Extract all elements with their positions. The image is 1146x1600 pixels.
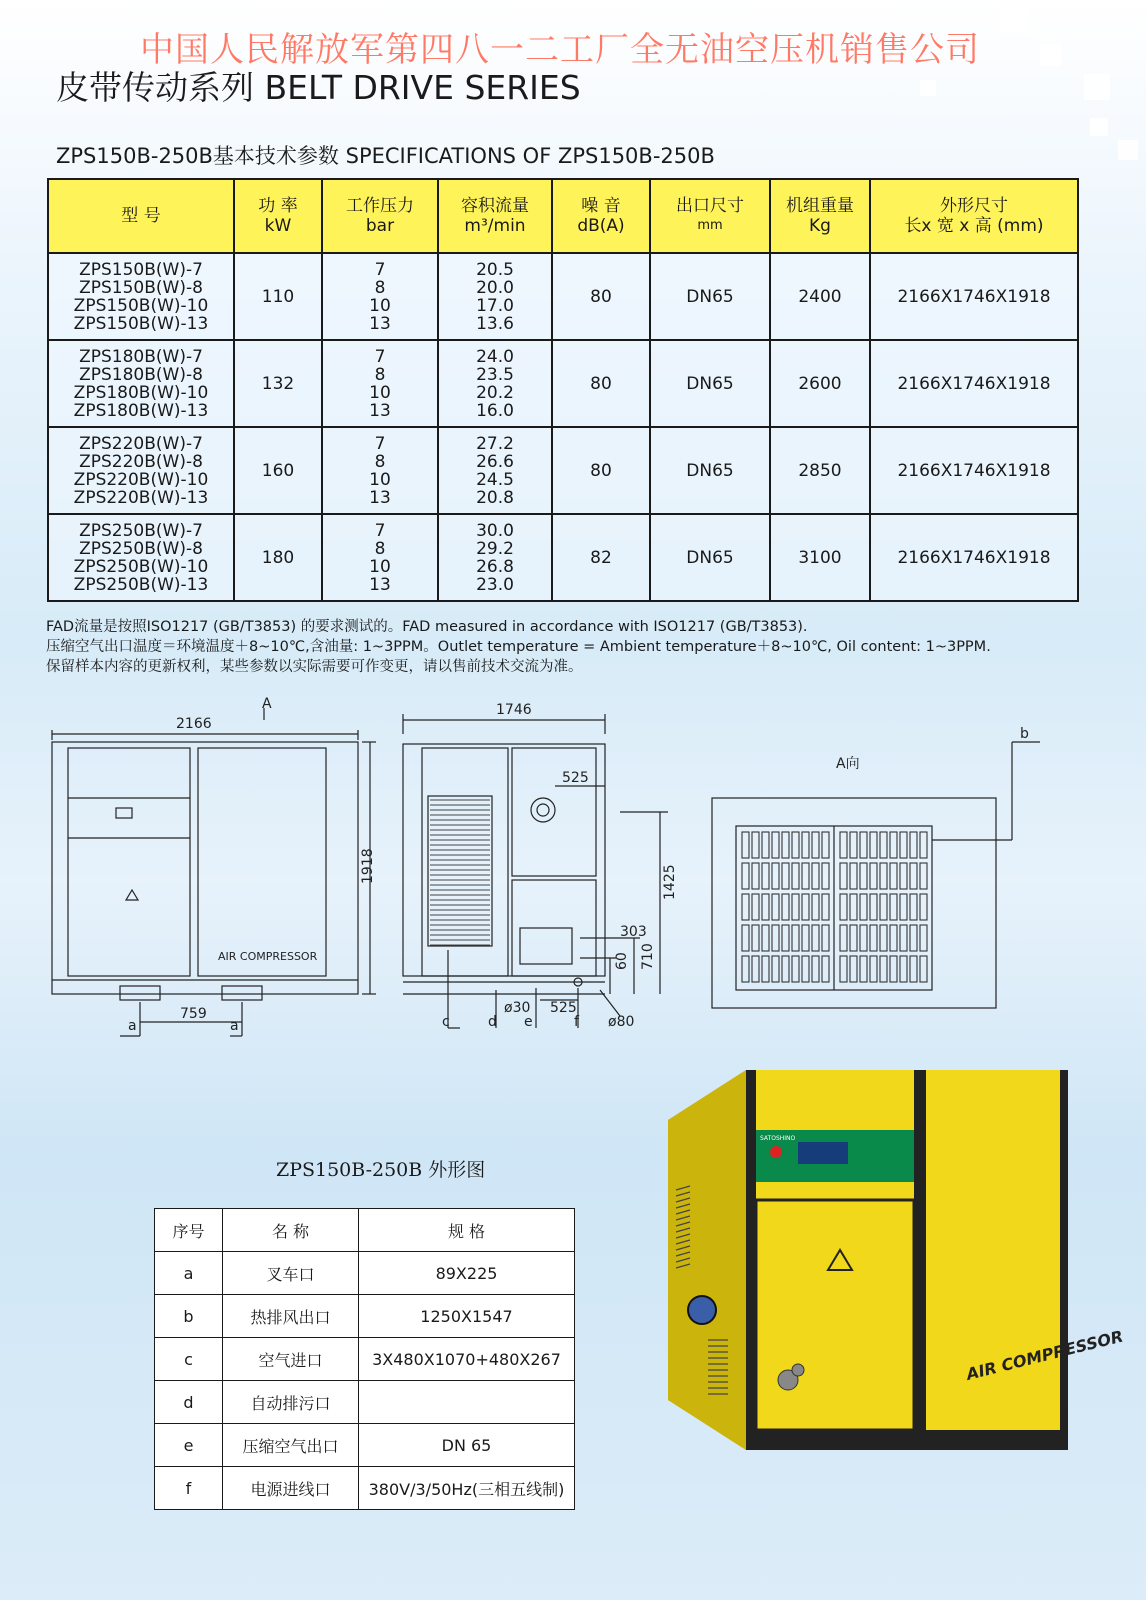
panel-brand: SATOSHINO (760, 1135, 796, 1142)
view-arrow-label: A (262, 696, 272, 712)
col-header-unit: mm (697, 218, 723, 233)
dim-label: 60 (614, 952, 630, 970)
parts-table (154, 1208, 575, 1510)
cell-models (48, 427, 234, 514)
cell-flow-value: 16.0 (476, 400, 514, 421)
cell-outlet: DN65 (650, 340, 770, 427)
col-header-unit: m³/min (464, 216, 526, 236)
cell-models-value: ZPS250B(W)-8 (79, 538, 203, 559)
outline-drawings (0, 690, 1146, 1060)
cell-flow (438, 340, 552, 427)
parts-row (155, 1252, 575, 1295)
cell-models (48, 514, 234, 601)
dim-height-label: 1918 (360, 848, 376, 884)
cell-models-value: ZPS250B(W)-10 (73, 556, 209, 577)
cell-noise: 82 (552, 514, 650, 601)
cell-pressure-value: 8 (374, 538, 386, 559)
company-banner: 中国人民解放军第四八一二工厂全无油空压机销售公司 (140, 30, 980, 70)
cell-pressure-value: 10 (369, 556, 391, 577)
machine-side (668, 1070, 746, 1450)
parts-spec: 3X480X1070+480X267 (359, 1338, 575, 1381)
cell-flow-value: 17.0 (476, 295, 514, 316)
cell-pressure-value: 13 (369, 574, 391, 595)
spec-table-title: ZPS150B-250B基本技术参数 SPECIFICATIONS OF ZPS150B-250B (56, 144, 715, 168)
col-header-unit: 长x 宽 x 高 (mm) (904, 216, 1044, 236)
note-line: 保留样本内容的更新权利，某些参数以实际需要可作变更，请以售前技术交流为准。 (46, 659, 583, 675)
cell-power: 110 (234, 253, 322, 340)
cell-models-value: ZPS180B(W)-7 (79, 346, 203, 367)
callout-a: a (128, 1018, 137, 1034)
cell-weight: 2850 (770, 427, 870, 514)
spec-row-group (48, 514, 1078, 601)
col-header-unit: dB(A) (577, 216, 625, 236)
notes (46, 617, 1086, 677)
cell-pressure-value: 8 (374, 277, 386, 298)
cell-models-value: ZPS220B(W)-8 (79, 451, 203, 472)
parts-header-row (155, 1209, 575, 1252)
dim-label: 710 (640, 943, 656, 970)
decor-square (1084, 74, 1110, 100)
col-header-outlet (650, 179, 770, 253)
parts-spec (359, 1381, 575, 1424)
cell-models-value: ZPS180B(W)-13 (73, 400, 209, 421)
col-header-noise (552, 179, 650, 253)
spec-header-row (48, 179, 1078, 253)
cell-dims: 2166X1746X1918 (870, 340, 1078, 427)
cell-flow (438, 253, 552, 340)
spec-row-group (48, 427, 1078, 514)
parts-name: 叉车口 (223, 1252, 359, 1295)
col-header-dimensions (870, 179, 1078, 253)
cell-pressure-value: 7 (374, 433, 386, 454)
parts-header-no: 序号 (155, 1209, 223, 1252)
spec-row-group (48, 253, 1078, 340)
cell-models (48, 253, 234, 340)
parts-name: 电源进线口 (223, 1467, 359, 1510)
parts-table-title: ZPS150B-250B 外形图 (276, 1159, 486, 1181)
cell-noise: 80 (552, 253, 650, 340)
cell-flow (438, 514, 552, 601)
dim-label: 303 (620, 924, 647, 940)
cell-weight: 2600 (770, 340, 870, 427)
cell-pressure (322, 253, 438, 340)
cell-pressure-value: 10 (369, 382, 391, 403)
cell-flow-value: 29.2 (476, 538, 514, 559)
spec-row-group (48, 340, 1078, 427)
cell-pressure-value: 7 (374, 346, 386, 367)
note-line: FAD流量是按照ISO1217 (GB/T3853) 的要求测试的。FAD measured in accordance with ISO1217 (GB/T3853). (46, 619, 808, 635)
parts-no: e (155, 1424, 223, 1467)
decor-square (1118, 140, 1138, 160)
display-screen (798, 1142, 848, 1164)
cell-models-value: ZPS150B(W)-10 (73, 295, 209, 316)
spec-table (47, 178, 1079, 602)
callout-a: a (230, 1018, 239, 1034)
cell-outlet: DN65 (650, 427, 770, 514)
page-title: 皮带传动系列 BELT DRIVE SERIES (56, 68, 581, 107)
cell-noise: 80 (552, 427, 650, 514)
cell-pressure-value: 13 (369, 487, 391, 508)
col-header-label: 出口尺寸 (676, 196, 744, 216)
cell-dims: 2166X1746X1918 (870, 427, 1078, 514)
parts-row (155, 1381, 575, 1424)
cell-noise: 80 (552, 340, 650, 427)
panel-text: AIR COMPRESSOR (218, 950, 318, 963)
col-header-unit: bar (365, 216, 395, 236)
col-header-label: 功 率 (258, 196, 298, 216)
col-header-label: 机组重量 (786, 196, 854, 216)
parts-spec: 89X225 (359, 1252, 575, 1295)
col-header-label: 外形尺寸 (940, 196, 1008, 216)
cell-dims: 2166X1746X1918 (870, 253, 1078, 340)
cell-models (48, 340, 234, 427)
col-header-model (48, 179, 234, 253)
cell-flow-value: 26.6 (476, 451, 514, 472)
cell-pressure-value: 13 (369, 313, 391, 334)
decor-square (1040, 44, 1062, 66)
top-view-label: A向 (836, 756, 860, 772)
cell-weight: 3100 (770, 514, 870, 601)
cell-pressure-value: 10 (369, 295, 391, 316)
parts-spec: 380V/3/50Hz(三相五线制) (359, 1467, 575, 1510)
motor-fan-icon (688, 1296, 716, 1324)
callout-b: b (1020, 726, 1029, 742)
cell-pressure-value: 10 (369, 469, 391, 490)
parts-row (155, 1467, 575, 1510)
dim-label: 525 (550, 1000, 577, 1016)
parts-no: f (155, 1467, 223, 1510)
col-header-pressure (322, 179, 438, 253)
cell-flow-value: 30.0 (476, 520, 514, 541)
callout-e: e (524, 1014, 533, 1030)
top-view-drawing (712, 742, 1040, 1008)
cell-models-value: ZPS150B(W)-8 (79, 277, 203, 298)
cell-flow-value: 24.0 (476, 346, 514, 367)
col-header-unit: Kg (809, 216, 831, 236)
cell-pressure (322, 427, 438, 514)
cell-weight: 2400 (770, 253, 870, 340)
cell-flow-value: 24.5 (476, 469, 514, 490)
air-compressor-photo (668, 1070, 1126, 1470)
parts-name: 热排风出口 (223, 1295, 359, 1338)
parts-no: c (155, 1338, 223, 1381)
cell-models-value: ZPS250B(W)-7 (79, 520, 203, 541)
cell-models-value: ZPS250B(W)-13 (73, 574, 209, 595)
side-view-drawing (403, 714, 668, 1028)
col-header-label: 噪 音 (581, 196, 621, 216)
decor-square (920, 80, 936, 96)
dim-label: ø30 (504, 1000, 531, 1016)
cell-flow-value: 20.5 (476, 259, 514, 280)
col-header-weight (770, 179, 870, 253)
parts-row (155, 1424, 575, 1467)
front-view-drawing (52, 708, 376, 1036)
parts-spec: DN 65 (359, 1424, 575, 1467)
cell-flow-value: 13.6 (476, 313, 514, 334)
callout-d: d (488, 1014, 497, 1030)
parts-no: a (155, 1252, 223, 1295)
cell-power: 180 (234, 514, 322, 601)
decor-square (1090, 118, 1108, 136)
cell-outlet: DN65 (650, 253, 770, 340)
dim-label: 1425 (662, 864, 678, 900)
cell-models-value: ZPS220B(W)-13 (73, 487, 209, 508)
cell-pressure-value: 7 (374, 520, 386, 541)
cell-flow-value: 27.2 (476, 433, 514, 454)
cell-pressure-value: 8 (374, 451, 386, 472)
emergency-stop-button (770, 1146, 782, 1158)
cell-pressure (322, 514, 438, 601)
parts-no: b (155, 1295, 223, 1338)
dim-width-label: 1746 (496, 702, 532, 718)
parts-name: 自动排污口 (223, 1381, 359, 1424)
parts-row (155, 1295, 575, 1338)
dim-forklift-gap-label: 759 (180, 1006, 207, 1022)
dim-width-label: 2166 (176, 716, 212, 732)
cell-flow-value: 20.2 (476, 382, 514, 403)
col-header-label: 容积流量 (461, 196, 529, 216)
cell-models-value: ZPS150B(W)-13 (73, 313, 209, 334)
decor-square (1000, 6, 1028, 34)
cell-flow-value: 23.5 (476, 364, 514, 385)
col-header-unit: kW (264, 216, 292, 236)
cell-power: 160 (234, 427, 322, 514)
cell-pressure-value: 8 (374, 364, 386, 385)
col-header-label: 工作压力 (346, 196, 414, 216)
cell-models-value: ZPS220B(W)-10 (73, 469, 209, 490)
cell-pressure-value: 13 (369, 400, 391, 421)
cell-models-value: ZPS180B(W)-10 (73, 382, 209, 403)
cell-outlet: DN65 (650, 514, 770, 601)
note-line: 压缩空气出口温度＝环境温度＋8~10℃,含油量: 1~3PPM。Outlet temperature = Ambient temperature＋8~10℃, Oil content: 1~3PPM. (46, 639, 991, 655)
cell-models-value: ZPS150B(W)-7 (79, 259, 203, 280)
cell-models-value: ZPS180B(W)-8 (79, 364, 203, 385)
col-header-label: 型 号 (121, 206, 161, 226)
machine-label: AIR COMPRESSOR (964, 1326, 1126, 1384)
cell-flow-value: 23.0 (476, 574, 514, 595)
parts-header-spec: 规 格 (359, 1209, 575, 1252)
cell-pressure (322, 340, 438, 427)
col-header-power (234, 179, 322, 253)
cell-flow (438, 427, 552, 514)
parts-name: 压缩空气出口 (223, 1424, 359, 1467)
cell-models-value: ZPS220B(W)-7 (79, 433, 203, 454)
cell-power: 132 (234, 340, 322, 427)
cell-dims: 2166X1746X1918 (870, 514, 1078, 601)
parts-spec: 1250X1547 (359, 1295, 575, 1338)
parts-no: d (155, 1381, 223, 1424)
parts-row (155, 1338, 575, 1381)
dim-label: 525 (562, 770, 589, 786)
cell-flow-value: 26.8 (476, 556, 514, 577)
parts-header-name: 名 称 (223, 1209, 359, 1252)
cell-flow-value: 20.0 (476, 277, 514, 298)
parts-name: 空气进口 (223, 1338, 359, 1381)
dim-label: ø80 (608, 1014, 635, 1030)
callout-c: c (442, 1014, 450, 1030)
cell-flow-value: 20.8 (476, 487, 514, 508)
col-header-flow (438, 179, 552, 253)
cell-pressure-value: 7 (374, 259, 386, 280)
callout-f: f (574, 1014, 579, 1030)
